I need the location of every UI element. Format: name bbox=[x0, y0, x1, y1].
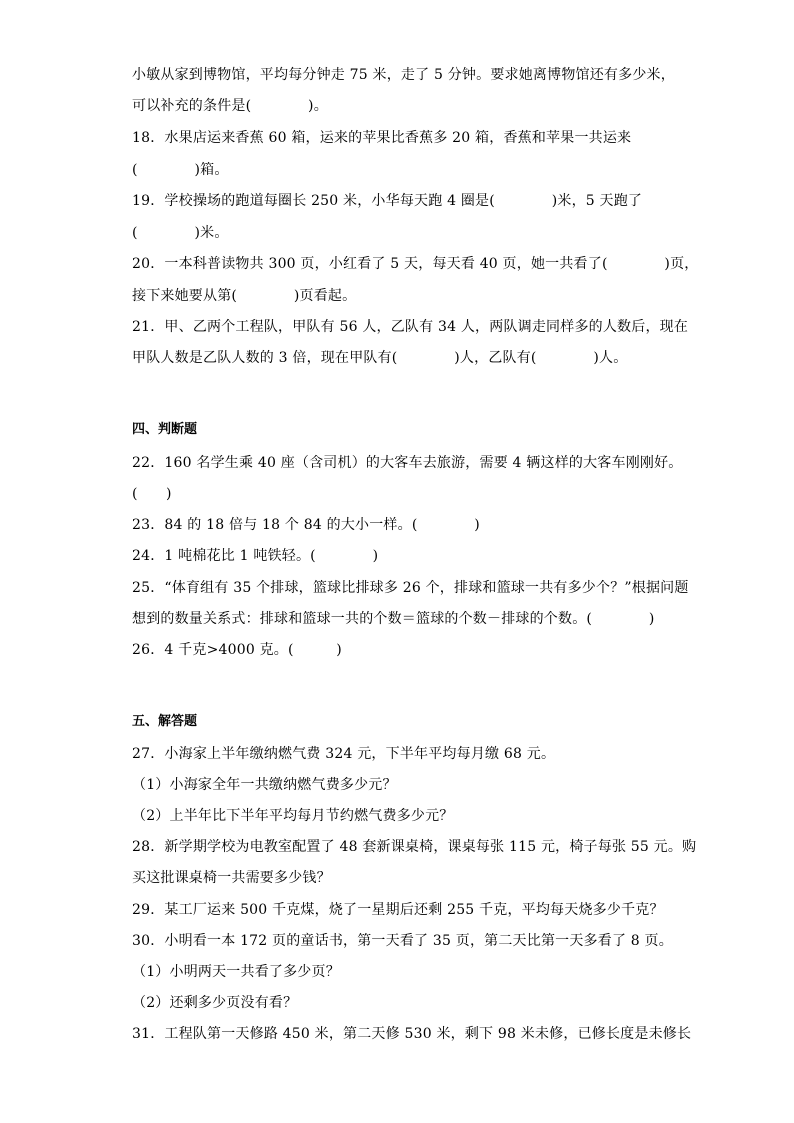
question-20-line-2: 接下来她要从第( )页看起。 bbox=[132, 288, 357, 304]
question-17-line-1: 小敏从家到博物馆，平均每分钟走 75 米，走了 5 分钟。要求她离博物馆还有多少米， bbox=[132, 67, 675, 83]
question-18-line-1: 18．水果店运来香蕉 60 箱，运来的苹果比香蕉多 20 箱，香蕉和苹果一共运来 bbox=[132, 130, 632, 146]
question-19-line-2: ( )米。 bbox=[132, 225, 229, 241]
question-17-line-2: 可以补充的条件是( )。 bbox=[132, 98, 328, 114]
question-22-line-1: 22．160 名学生乘 40 座（含司机）的大客车去旅游，需要 4 辆这样的大客车刚刚好。 bbox=[132, 455, 683, 471]
question-20-line-1: 20．一本科普读物共 300 页，小红看了 5 天，每天看 40 页，她一共看了( )页， bbox=[132, 256, 699, 272]
question-28-line-2: 买这批课桌椅一共需要多少钱？ bbox=[132, 870, 331, 886]
question-26: 26．4 千克>4000 克。( ) bbox=[132, 642, 342, 658]
question-19-line-1: 19．学校操场的跑道每圈长 250 米，小华每天跑 4 圈是( )米，5 天跑了 bbox=[132, 193, 643, 209]
question-25-line-1: 25．“体育组有 35 个排球，篮球比排球多 26 个，排球和篮球一共有多少个？”根据问题 bbox=[132, 580, 689, 596]
question-31-line-1: 31．工程队第一天修路 450 米，第二天修 530 米，剩下 98 米未修，已修长度是未修长 bbox=[132, 1026, 692, 1042]
question-24: 24．1 吨棉花比 1 吨铁轻。( ) bbox=[132, 548, 379, 564]
question-27-part-2: （2）上半年比下半年平均每月节约燃气费多少元？ bbox=[132, 808, 454, 824]
question-29: 29．某工厂运来 500 千克煤，烧了一星期后还剩 255 千克，平均每天烧多少千克？ bbox=[132, 902, 664, 918]
section-heading-judgement: 四、判断题 bbox=[132, 422, 198, 437]
question-30-part-1: （1）小明两天一共看了多少页？ bbox=[132, 964, 340, 980]
question-23: 23．84 的 18 倍与 18 个 84 的大小一样。( ) bbox=[132, 517, 480, 533]
question-30: 30．小明看一本 172 页的童话书，第一天看了 35 页，第二天比第一天多看了 8 页。 bbox=[132, 933, 673, 949]
question-21-line-2: 甲队人数是乙队人数的 3 倍，现在甲队有( )人，乙队有( )人。 bbox=[132, 350, 628, 366]
question-22-line-2: ( ) bbox=[132, 486, 172, 502]
question-25-line-2: 想到的数量关系式：排球和篮球一共的个数＝篮球的个数－排球的个数。( ) bbox=[132, 611, 655, 627]
question-18-line-2: ( )箱。 bbox=[132, 162, 229, 178]
section-heading-word-problems: 五、解答题 bbox=[132, 714, 198, 729]
question-21-line-1: 21．甲、乙两个工程队，甲队有 56 人，乙队有 34 人，两队调走同样多的人数后，现在 bbox=[132, 319, 689, 335]
question-28-line-1: 28．新学期学校为电教室配置了 48 套新课桌椅，课桌每张 115 元，椅子每张 55 元。购 bbox=[132, 839, 697, 855]
question-30-part-2: （2）还剩多少页没有看？ bbox=[132, 995, 298, 1011]
question-27: 27．小海家上半年缴纳燃气费 324 元，下半年平均每月缴 68 元。 bbox=[132, 746, 556, 762]
question-27-part-1: （1）小海家全年一共缴纳燃气费多少元？ bbox=[132, 777, 397, 793]
